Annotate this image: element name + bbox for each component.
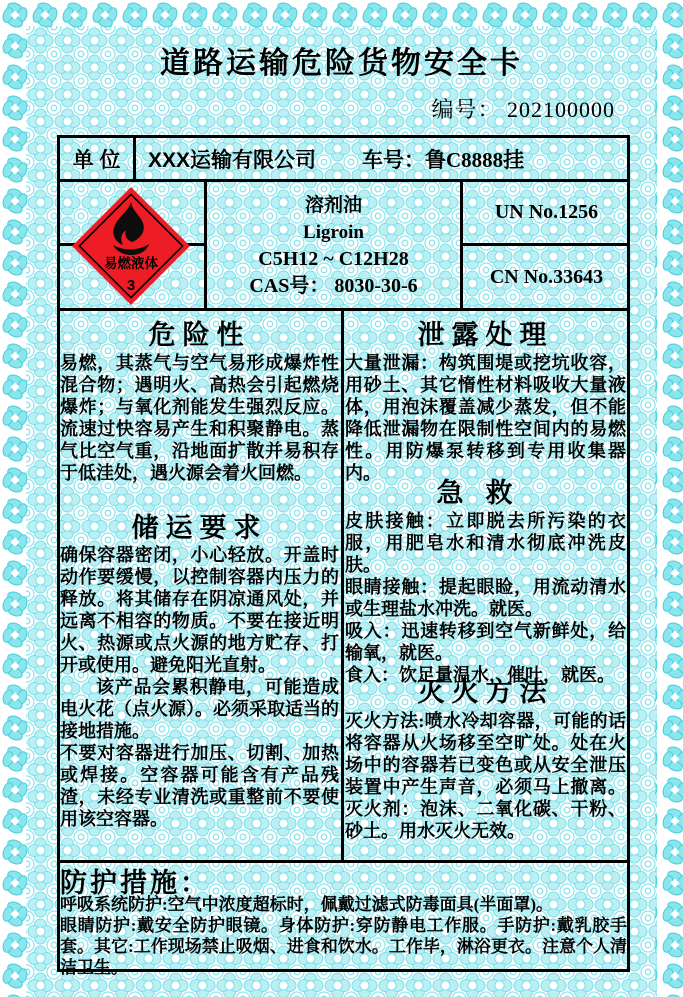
leak-paragraph: 大量泄漏：构筑围堤或挖坑收容，用砂土、其它惰性材料吸收大量液体，用泡沫覆盖减少蒸发，但不能降低泄漏物在限制性空间内的易燃性。用防爆泵转移到专用收集器内。: [345, 353, 626, 483]
section-storage-title: 储运要求: [131, 513, 268, 543]
hazard-diamond: [69, 184, 193, 308]
product-name-cn: 溶剂油: [304, 195, 362, 216]
section-hazard-title: 危险性: [148, 320, 251, 350]
table-divider: [341, 311, 344, 863]
protection-line: 眼睛防护:戴安全防护眼镜。身体防护:穿防静电工作服。手防护:戴乳胶手套。其它:工作现场禁止吸烟、进食和饮水。工作毕，淋浴更衣。注意个人清洁卫生。: [60, 916, 627, 977]
section-first-aid-title: 急救: [436, 478, 535, 508]
section-protection-body: [60, 894, 627, 978]
section-leak-body: [345, 352, 626, 484]
unit-value-cell: XXX运输有限公司: [148, 148, 317, 172]
storage-paragraph: 不要对容器进行加压、切割、加热或焊接。空容器可能含有产品残渣，未经专业清洗或重整前不要使用该空容器。: [60, 743, 339, 829]
section-hazard-body: [60, 352, 339, 484]
section-protection-title: 防护措施：: [60, 868, 210, 898]
section-first-aid-body: [345, 510, 626, 686]
hazard-class-text: 易燃液体: [104, 256, 158, 271]
un-number-cell: UN No.1256: [494, 201, 599, 223]
product-cas-number: CAS号： 8030-30-6: [249, 275, 418, 297]
product-info-cell: [207, 184, 460, 308]
first-aid-line: 皮肤接触：立即脱去所污染的衣服，用肥皂水和清水彻底冲洗皮肤。: [345, 511, 626, 575]
section-fire-title: 灭火方法: [417, 677, 554, 707]
page-title: 道路运输危险货物安全卡: [160, 47, 523, 80]
first-aid-line: 吸入：迅速转移到空气新鲜处，给输氧，就医。: [345, 621, 626, 663]
cn-number-cell: CN No.33643: [489, 265, 604, 288]
serial-number: 编号： 202100000: [431, 97, 615, 122]
section-leak-title: 泄露处理: [417, 320, 554, 350]
fire-paragraph: 灭火方法:喷水冷却容器，可能的话将容器从火场移至空旷处。处在火场中的容器若已变色或从安全泄压装置中产生声音，必须马上撤离。灭火剂：泡沫、二氧化碳、干粉、砂土。用水灭火无效。: [345, 711, 626, 841]
storage-paragraph: 确保容器密闭，小心轻放。开盖时动作要缓慢，以控制容器内压力的释放。将其储存在阴凉通风处，并远离不相容的物质。不要在接近明火、热源或点火源的地方贮存、打开或使用。避免阳光直射。: [60, 545, 339, 675]
hazard-paragraph: 易燃，其蒸气与空气易形成爆炸性混合物；遇明火、高热会引起燃烧爆炸；与氧化剂能发生强烈反应。流速过快容易产生和积聚静电。蒸气比空气重，沿地面扩散并易积存于低洼处，遇火源会着火回燃。: [60, 353, 339, 483]
vehicle-number-cell: 车号：鲁C8888挂: [362, 147, 525, 172]
storage-paragraph: 该产品会累积静电，可能造成电火花（点火源）。必须采取适当的接地措施。: [60, 677, 339, 741]
section-fire-body: [345, 710, 626, 842]
unit-label-cell: 单 位: [72, 148, 121, 172]
product-name-en: Ligroin: [303, 222, 364, 243]
first-aid-line: 食入：饮足量温水，催吐，就医。: [345, 665, 615, 685]
first-aid-line: 眼睛接触：提起眼睑，用流动清水或生理盐水冲洗。就医。: [345, 577, 626, 619]
protection-line: 呼吸系统防护:空气中浓度超标时，佩戴过滤式防毒面具(半面罩)。: [60, 895, 553, 914]
product-formula: C5H12 ~ C12H28: [258, 248, 409, 270]
hazard-class-number: 3: [126, 277, 136, 294]
section-storage-body: [60, 544, 339, 830]
